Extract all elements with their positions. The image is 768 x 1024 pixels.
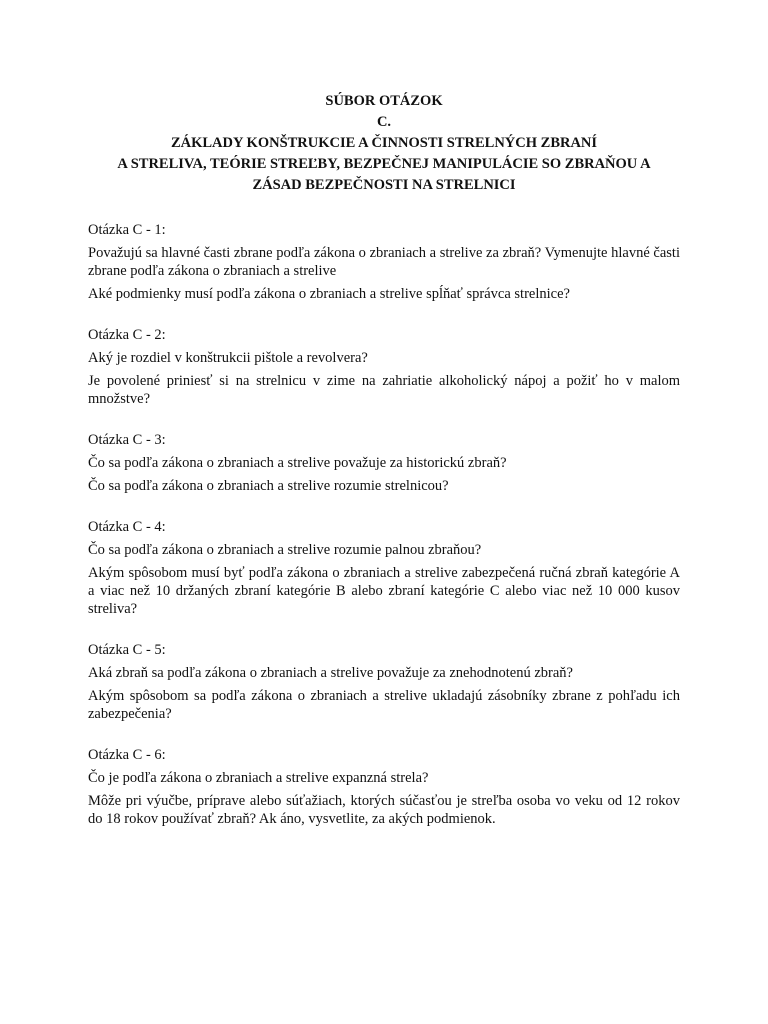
question-c-1 [88,220,680,303]
question-c-5 [88,640,680,723]
question-c-4 [88,517,680,618]
question-text: Môže pri výučbe, príprave alebo súťažiach, ktorých súčasťou je streľba osoba vo veku od 12 rokov do 18 rokov používať zbraň? Ak áno, vysvetlite, za akých podmienok. [88,793,680,827]
question-c-2 [88,325,680,408]
question-text: Akým spôsobom sa podľa zákona o zbraniach a strelive ukladajú zásobníky zbrane z pohľadu ich zabezpečenia? [88,688,680,722]
question-text: Aká zbraň sa podľa zákona o zbraniach a strelive považuje za znehodnotenú zbraň? [88,665,573,681]
question-text: Čo sa podľa zákona o zbraniach a strelive považuje za historickú zbraň? [88,455,507,471]
heading-letter: C. [376,114,392,130]
question-text: Čo sa podľa zákona o zbraniach a strelive rozumie palnou zbraňou? [88,542,482,558]
heading-title: SÚBOR OTÁZOK [325,93,443,109]
question-text: Akým spôsobom musí byť podľa zákona o zbraniach a strelive zabezpečená ručná zbraň kategórie A a viac než 10 držaných zbraní kategórie B alebo zbraní kategórie C alebo viac než 10 000 kusov streliva? [88,565,680,617]
question-label: Otázka C - 1: [88,222,166,238]
question-c-3 [88,430,680,495]
heading-line-2: A STRELIVA, TEÓRIE STREĽBY, BEZPEČNEJ MANIPULÁCIE SO ZBRAŇOU A [117,156,651,172]
document-page [88,91,680,833]
question-text: Považujú sa hlavné časti zbrane podľa zákona o zbraniach a strelive za zbraň? Vymenujte hlavné časti zbrane podľa zákona o zbraniach a strelive [88,245,680,279]
question-label: Otázka C - 6: [88,747,166,763]
heading-line-1: ZÁKLADY KONŠTRUKCIE A ČINNOSTI STRELNÝCH ZBRANÍ [170,135,598,151]
question-c-6 [88,745,680,828]
document-heading [88,91,680,196]
question-text: Je povolené priniesť si na strelnicu v zime na zahriatie alkoholický nápoj a požiť ho v malom množstve? [88,373,680,407]
question-label: Otázka C - 2: [88,327,166,343]
question-text: Čo sa podľa zákona o zbraniach a strelive rozumie strelnicou? [88,478,449,494]
heading-line-3: ZÁSAD BEZPEČNOSTI NA STRELNICI [252,177,516,193]
question-text: Aký je rozdiel v konštrukcii pištole a revolvera? [88,350,368,366]
question-label: Otázka C - 5: [88,642,166,658]
question-text: Aké podmienky musí podľa zákona o zbraniach a strelive spĺňať správca strelnice? [88,286,570,302]
question-label: Otázka C - 3: [88,432,166,448]
question-label: Otázka C - 4: [88,519,166,535]
question-text: Čo je podľa zákona o zbraniach a strelive expanzná strela? [88,770,429,786]
